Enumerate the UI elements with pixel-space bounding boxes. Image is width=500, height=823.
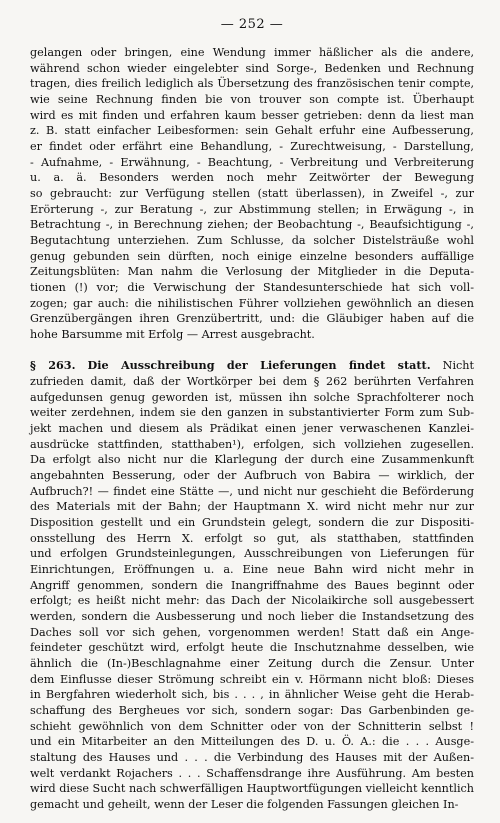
text-line: des Materials mit der Bahn; der Hauptmann X. wird nicht mehr nur zur bbox=[30, 500, 474, 514]
text-line: Erörterung -, zur Beratung -, zur Abstimmung stellen; in Erwägung -, in bbox=[30, 202, 474, 216]
text-line: - Aufnahme, - Erwähnung, - Beachtung, - Verbreitung und Verbreiterung bbox=[30, 155, 474, 169]
text-line: in Bergfahren wiederholt sich, bis . . . , in ähnlicher Weise geht die Herab- bbox=[30, 688, 474, 702]
text-line: und ein Mitarbeiter an den Mitteilungen des D. u. Ö. A.: die . . . Ausge- bbox=[30, 735, 474, 749]
text-line: wird diese Sucht nach schwerfälligen Hauptwortfügungen vielleicht kenntlich bbox=[30, 782, 474, 796]
text-line: Disposition gestellt und ein Grundstein gelegt, sondern die zur Dispositi- bbox=[30, 516, 474, 530]
text-line: ausdrücke stattfinden, statthaben¹), erfolgen, sich vollziehen zugesellen. bbox=[30, 437, 474, 451]
text-line: feindeter geschützt wird, erfolgt heute die Inschutznahme desselben, wie bbox=[30, 641, 474, 655]
text-line: er findet oder erfährt eine Behandlung, - Zurechtweisung, - Darstellung, bbox=[30, 139, 474, 153]
text-line: jekt machen und diesem als Prädikat einen jener verwaschenen Kanzlei- bbox=[30, 422, 474, 436]
text-line: Angriff genommen, sondern die Inangriffnahme des Baues beginnt oder bbox=[30, 578, 474, 592]
section-title: Die Ausschreibung der Lieferungen findet statt. bbox=[87, 358, 431, 373]
text-line: aufgedunsen genug geworden ist, müssen ihn solche Sprachfolterer noch bbox=[30, 390, 474, 404]
text-line: z. B. statt einfacher Leibesformen: sein Gehalt erfuhr eine Aufbesserung, bbox=[30, 124, 474, 138]
text-line: wird es mit finden und erfahren kaum besser getrieben: denn da liest man bbox=[30, 108, 474, 122]
text-line: erfolgt; es heißt nicht mehr: das Dach der Nicolaikirche soll ausgebessert bbox=[30, 594, 474, 608]
text-line: Aufbruch?! — findet eine Stätte —, und nicht nur geschieht die Beförderung bbox=[30, 484, 474, 498]
text-line: und erfolgen Grundsteinlegungen, Ausschreibungen von Lieferungen für bbox=[30, 547, 474, 561]
text-line: onsstellung des Herrn X. erfolgt so gut, als statthaben, stattfinden bbox=[30, 531, 474, 545]
text-line: zufrieden damit, daß der Wortkörper bei dem § 262 berührten Verfahren bbox=[30, 375, 474, 389]
text-line: genug gebunden sein dürften, noch einige einzelne besonders auffällige bbox=[30, 249, 474, 263]
text-line: so gebraucht: zur Verfügung stellen (statt überlassen), in Zweifel -, zur bbox=[30, 186, 474, 200]
text-line: Betrachtung -, in Berechnung ziehen; der Beobachtung -, Beaufsichtigung -, bbox=[30, 218, 474, 232]
text-line: zogen; gar auch: die nihilistischen Führer vollziehen gewöhnlich an diesen bbox=[30, 296, 474, 310]
text-line: weiter zerdehnen, indem sie den ganzen in substantivierter Form zum Sub- bbox=[30, 406, 474, 420]
text-line: hohe Barsumme mit Erfolg — Arrest ausgebracht. bbox=[30, 327, 315, 341]
text-line: tionen (!) vor; die Verwischung der Standesunterschiede hat sich voll- bbox=[30, 280, 474, 294]
section-263-paragraph bbox=[30, 358, 474, 812]
text-line: während schon wieder eingelebter sind Sorge-, Bedenken und Rechnung bbox=[30, 61, 474, 75]
text-line: tragen, dies freilich lediglich als Übersetzung des französischen tenir compte, bbox=[30, 77, 474, 91]
text-line: Zeitungsblüten: Man nahm die Verlosung der Mitglieder in die Deputa- bbox=[30, 265, 474, 279]
text-line: welt verdankt Rojachers . . . Schaffensdrange ihre Ausführung. Am besten bbox=[30, 766, 474, 780]
text-line: u. a. ä. Besonders werden noch mehr Zeitwörter der Bewegung bbox=[30, 171, 474, 185]
text-line: Grenzübergängen ihren Grenzübertritt, und: die Gläubiger haben auf die bbox=[30, 312, 474, 326]
section-heading-line bbox=[30, 358, 474, 374]
text-line: Daches soll vor sich gehen, vorgenommen werden! Statt daß ein Ange- bbox=[30, 625, 474, 639]
paragraph-gap bbox=[30, 342, 474, 358]
paragraph-continuation bbox=[30, 45, 474, 342]
text-line: Da erfolgt also nicht nur die Klarlegung der durch eine Zusammenkunft bbox=[30, 453, 474, 467]
text-line: ähnlich die (In-)Beschlagnahme einer Zeitung durch die Zensur. Unter bbox=[30, 656, 474, 670]
section-number: § 263. bbox=[30, 358, 76, 373]
text-line: schaffung des Bergheues vor sich, sondern sogar: Das Garbenbinden ge- bbox=[30, 703, 474, 717]
text-line: staltung des Hauses und . . . die Verbindung des Hauses mit der Außen- bbox=[30, 750, 474, 764]
text-line: schieht gewöhnlich von dem Schnitter oder von der Schnitterin selbst ! bbox=[30, 719, 474, 733]
text-line: werden, sondern die Ausbesserung und noch lieber die Instandsetzung des bbox=[30, 609, 474, 623]
text-line: gemacht und geheilt, wenn der Leser die folgenden Fassungen gleichen In- bbox=[30, 797, 459, 811]
text-line: Begutachtung unterziehen. Zum Schlusse, da solcher Distelsträuße wohl bbox=[30, 233, 474, 247]
text-line: Einrichtungen, Eröffnungen u. a. Eine neue Bahn wird nicht mehr in bbox=[30, 563, 474, 576]
text-line: gelangen oder bringen, eine Wendung immer häßlicher als die andere, bbox=[30, 46, 474, 59]
text-line: dem Einflusse dieser Strömung schreibt ein v. Hörmann nicht bloß: Dieses bbox=[30, 672, 474, 686]
section-heading-continuation: Nicht bbox=[430, 359, 474, 373]
text-line: wie seine Rechnung finden bie von trouver son compte ist. Überhaupt bbox=[30, 92, 474, 106]
page-number: — 252 — bbox=[220, 17, 284, 32]
text-line: angebahnten Besserung, oder der Aufbruch von Babira — wirklich, der bbox=[30, 469, 474, 483]
